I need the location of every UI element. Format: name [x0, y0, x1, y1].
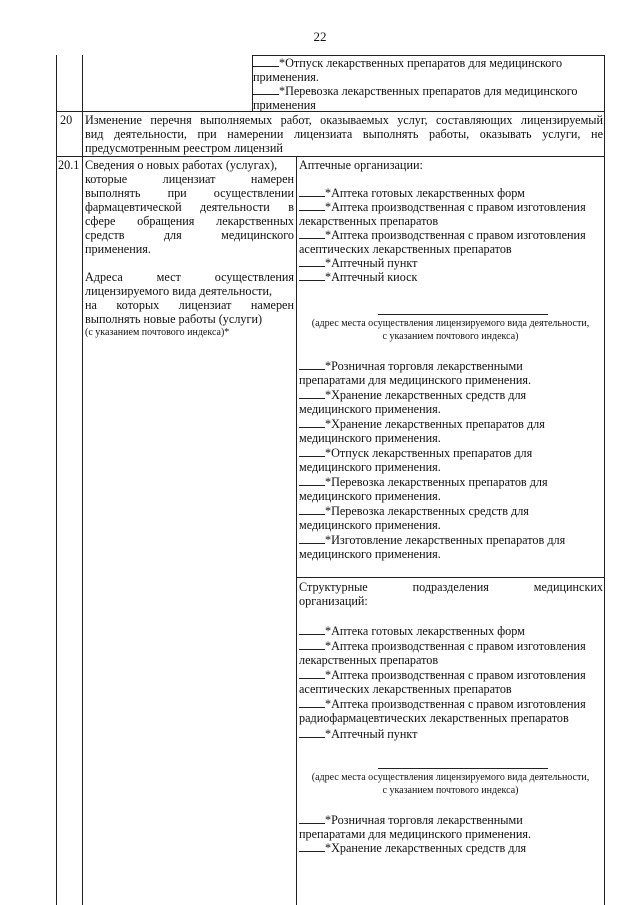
- struct-option-2b: лекарственных препаратов: [299, 653, 439, 667]
- blank-checkbox-line[interactable]: [253, 84, 279, 95]
- pharmacy-option-3: *Аптека производственная с правом изготовления: [299, 228, 586, 242]
- blank-checkbox-line[interactable]: [299, 475, 325, 486]
- service-4: *Отпуск лекарственных препаратов для: [299, 446, 532, 460]
- blank-checkbox-line[interactable]: [299, 841, 325, 852]
- blank-checkbox-line[interactable]: [299, 186, 325, 197]
- left-text-1: Сведения о новых работах (услугах),: [85, 158, 278, 172]
- address-caption-1a: (адрес места осуществления лицензируемого вида деятельности,: [311, 318, 590, 329]
- service-2b: медицинского применения.: [299, 402, 441, 416]
- struct-title-1: Структурные подразделения медицинских: [299, 580, 603, 594]
- blank-checkbox-line[interactable]: [299, 533, 325, 544]
- address-caption-1b: с указанием почтового индекса): [382, 331, 519, 342]
- pharmacy-option-2b: лекарственных препаратов: [299, 214, 439, 228]
- service-5: *Перевозка лекарственных препаратов для: [299, 475, 548, 489]
- struct-option-4b: радиофармацевтических лекарственных препаратов: [299, 711, 569, 725]
- service-7: *Изготовление лекарственных препаратов для: [299, 533, 565, 547]
- address-line-1: [378, 314, 548, 315]
- top-line-3: *Перевозка лекарственных препаратов для медицинского: [253, 84, 578, 98]
- row-20-number: 20: [60, 113, 73, 127]
- blank-checkbox-line[interactable]: [299, 813, 325, 824]
- service-1: *Розничная торговля лекарственными: [299, 359, 523, 373]
- service-2: *Хранение лекарственных средств для: [299, 388, 526, 402]
- address-text-1: Адреса мест осуществления: [85, 270, 294, 284]
- blank-checkbox-line[interactable]: [299, 624, 325, 635]
- pharmacy-option-1: *Аптека готовых лекарственных форм: [299, 186, 525, 200]
- left-text-6: средств для медицинского: [85, 228, 294, 242]
- top-line-1: *Отпуск лекарственных препаратов для медицинского: [253, 56, 562, 70]
- blank-checkbox-line[interactable]: [299, 200, 325, 211]
- struct-option-5: *Аптечный пункт: [299, 727, 417, 741]
- struct-option-2: *Аптека производственная с правом изготовления: [299, 639, 586, 653]
- service-6: *Перевозка лекарственных средств для: [299, 504, 529, 518]
- service-3: *Хранение лекарственных препаратов для: [299, 417, 545, 431]
- top-line-4: применения: [253, 98, 316, 112]
- blank-checkbox-line[interactable]: [299, 446, 325, 457]
- blank-checkbox-line[interactable]: [299, 388, 325, 399]
- left-text-4: фармацевтической деятельности в: [85, 200, 294, 214]
- service-6b: медицинского применения.: [299, 518, 441, 532]
- row-20-line-1: Изменение перечня выполняемых работ, оказываемых услуг, составляющих лицензируемый: [85, 113, 603, 127]
- pharmacy-title: Аптечные организации:: [299, 158, 423, 172]
- pharmacy-option-3b: асептических лекарственных препаратов: [299, 242, 512, 256]
- row-20-line-2: вид деятельности, при намерении лицензиата выполнять работы, оказывать услуги, не: [85, 127, 603, 141]
- page-number: 22: [313, 29, 327, 44]
- left-text-5: сфере обращения лекарственных: [85, 214, 294, 228]
- blank-checkbox-line[interactable]: [299, 639, 325, 650]
- left-text-2: которые лицензиат намерен: [85, 172, 294, 186]
- pharmacy-option-2: *Аптека производственная с правом изготовления: [299, 200, 586, 214]
- struct-service-1b: препаратами для медицинского применения.: [299, 827, 532, 841]
- pharmacy-option-5: *Аптечный киоск: [299, 270, 417, 284]
- address-text-2: лицензируемого вида деятельности,: [85, 284, 273, 298]
- left-text-3: выполнять при осуществлении: [85, 186, 294, 200]
- struct-option-3: *Аптека производственная с правом изготовления: [299, 668, 586, 682]
- left-text-7: применения.: [85, 242, 151, 256]
- service-5b: медицинского применения.: [299, 489, 441, 503]
- pharmacy-option-4: *Аптечный пункт: [299, 256, 417, 270]
- service-7b: медицинского применения.: [299, 547, 441, 561]
- blank-checkbox-line[interactable]: [299, 417, 325, 428]
- blank-checkbox-line[interactable]: [299, 504, 325, 515]
- row-20-line-3: предусмотренным реестром лицензий: [85, 141, 283, 155]
- service-1b: препаратами для медицинского применения.: [299, 373, 532, 387]
- blank-checkbox-line[interactable]: [299, 727, 325, 738]
- service-4b: медицинского применения.: [299, 460, 441, 474]
- blank-checkbox-line[interactable]: [299, 668, 325, 679]
- address-text-5: (с указанием почтового индекса)*: [85, 327, 230, 338]
- address-caption-2b: с указанием почтового индекса): [382, 785, 519, 796]
- struct-service-2: *Хранение лекарственных средств для: [299, 841, 526, 855]
- struct-service-1: *Розничная торговля лекарственными: [299, 813, 523, 827]
- blank-checkbox-line[interactable]: [299, 270, 325, 281]
- struct-option-1: *Аптека готовых лекарственных форм: [299, 624, 525, 638]
- struct-option-4: *Аптека производственная с правом изготовления: [299, 697, 586, 711]
- address-caption-2a: (адрес места осуществления лицензируемого вида деятельности,: [311, 772, 590, 783]
- address-text-4: выполнять новые работы (услуги): [85, 312, 263, 326]
- blank-checkbox-line[interactable]: [299, 697, 325, 708]
- service-3b: медицинского применения.: [299, 431, 441, 445]
- address-line-2: [378, 768, 548, 769]
- blank-checkbox-line[interactable]: [299, 256, 325, 267]
- blank-checkbox-line[interactable]: [299, 359, 325, 370]
- struct-title-2: организаций:: [299, 594, 368, 608]
- top-line-2: применения.: [253, 70, 319, 84]
- struct-option-3b: асептических лекарственных препаратов: [299, 682, 512, 696]
- address-text-3: на которых лицензиат намерен: [85, 298, 294, 312]
- row-20-1-number: 20.1: [58, 158, 80, 172]
- blank-checkbox-line[interactable]: [253, 56, 279, 67]
- blank-checkbox-line[interactable]: [299, 228, 325, 239]
